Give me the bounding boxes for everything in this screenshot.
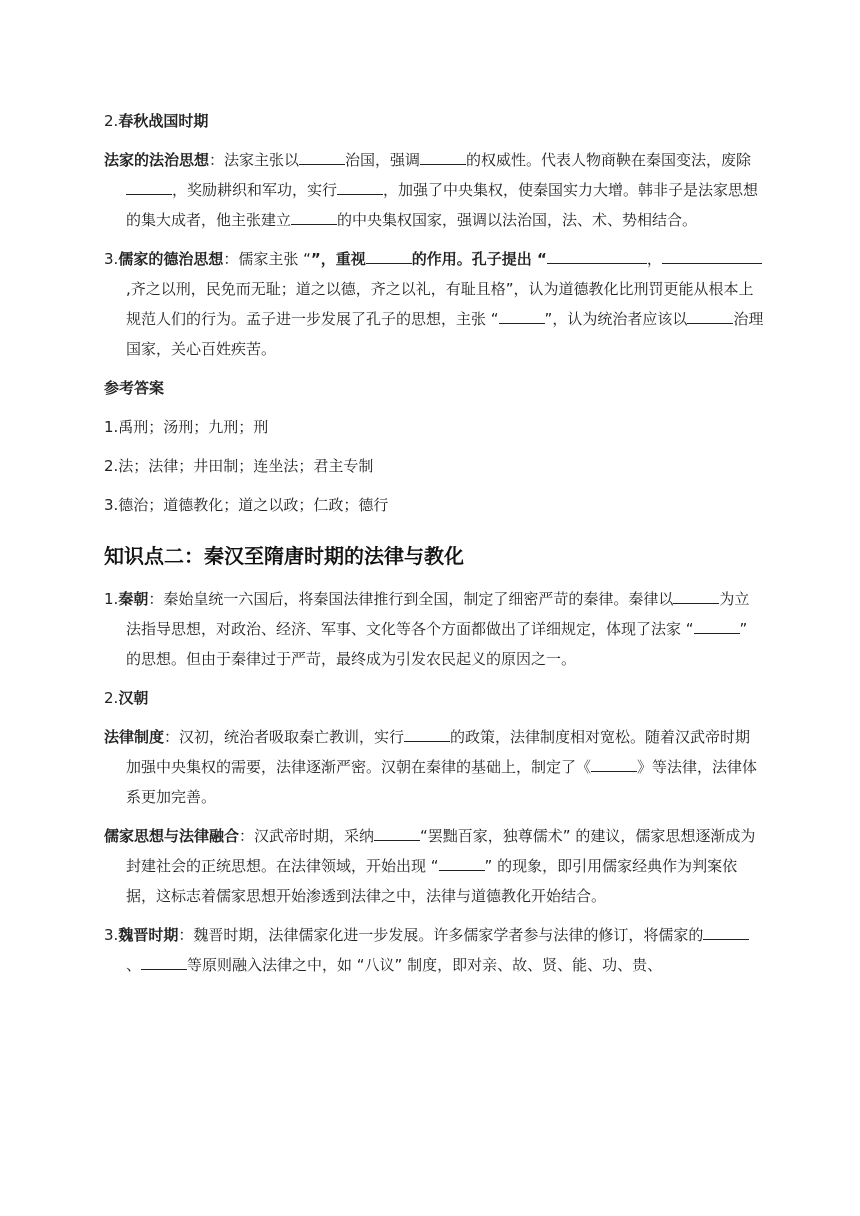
document-page <box>104 106 764 989</box>
blank-line <box>141 955 187 970</box>
blank-line <box>374 826 420 841</box>
text-run: 为立法指导思想，对政治、经济、军事、文化等各个方面都做出了详细规定，体现了法家 “ <box>126 590 750 638</box>
blank-line <box>703 925 749 940</box>
blank-line <box>404 727 450 742</box>
text-run: 的中央集权国家，强调以法治国，法、术、势相结合。 <box>337 211 698 229</box>
text-run: 、 <box>126 956 142 974</box>
subsection-title: 汉朝 <box>118 689 149 707</box>
blank-line <box>499 309 545 324</box>
item-number: 3. <box>104 926 119 944</box>
text-run: ” 的思想。但由于秦律过于严苛，最终成为引发农民起义的原因之一。 <box>126 620 748 668</box>
term-label: 儒家的德治思想 <box>118 250 224 268</box>
item-number: 1. <box>104 590 119 608</box>
item-number: 3. <box>104 250 119 268</box>
text-run: ：汉初，统治者吸取秦亡教训，实行 <box>164 728 405 746</box>
answer-line: 2.法；法律；井田制；连坐法；君主专制 <box>104 457 374 475</box>
paragraph-han-fusion <box>104 821 764 911</box>
text-run: ：秦始皇统一六国后，将秦国法律推行到全国，制定了细密严苛的秦律。秦律以 <box>148 590 674 608</box>
blank-line <box>662 249 762 264</box>
text-run: ”，认为统治者应该以 <box>544 310 688 328</box>
paragraph-legalist-thought <box>104 145 764 235</box>
subsection-title: 春秋战国时期 <box>118 112 209 130</box>
text-run: ：魏晋时期，法律儒家化进一步发展。许多儒家学者参与法律的修订，将儒家的 <box>178 926 704 944</box>
text-run: ，加强了中央集权，使秦国实力大增。韩非子是法家思想的集大成者，他主张建立 <box>126 181 759 229</box>
paragraph-han-law <box>104 722 764 812</box>
text-run: 治理国家，关心百姓疾苦。 <box>126 310 764 358</box>
term-label: 秦朝 <box>118 590 149 608</box>
section-heading: 知识点二：秦汉至隋唐时期的法律与教化 <box>104 544 464 568</box>
text-run: ：法家主张以 <box>209 151 300 169</box>
text-run: 的政策，法律制度相对宽松。随着汉武帝时期加强中央集权的需要，法律逐渐严密。汉朝在秦律的基础上，制定了《 <box>126 728 751 776</box>
paragraph-wei-jin <box>104 920 764 980</box>
text-run: “罢黜百家，独尊儒术” 的建议，儒家思想逐渐成为封建社会的正统思想。在法律领域，开始出现 “ <box>126 827 756 875</box>
item-number: 2. <box>104 689 119 707</box>
bold-run: ”，重视 <box>310 250 366 268</box>
paragraph-confucian-thought <box>104 244 764 364</box>
term-label: 儒家思想与法律融合 <box>104 827 240 845</box>
subsection-heading-spring-autumn <box>104 106 764 136</box>
blank-line <box>439 856 485 871</box>
text-run: ,齐之以刑，民免而无耻；道之以德，齐之以礼，有耻且格”，认为道德教化比刑罚更能从根本上规范人们的行为。孟子进一步发展了孔子的思想，主张 “ <box>126 280 754 328</box>
text-run: ：汉武帝时期，采纳 <box>239 827 375 845</box>
subsection-heading-han <box>104 683 764 713</box>
term-label: 法家的法治思想 <box>104 151 210 169</box>
answers-heading <box>104 373 764 403</box>
text-run: 治国，强调 <box>345 151 421 169</box>
paragraph-qin <box>104 584 764 674</box>
blank-line <box>126 180 172 195</box>
text-run: ：儒家主张 “ <box>223 250 311 268</box>
blank-line <box>687 309 733 324</box>
blank-line <box>291 210 337 225</box>
answer-line: 3.德治；道德教化；道之以政；仁政；德行 <box>104 496 389 514</box>
text-run: 的权威性。代表人物商鞅在秦国变法，废除 <box>466 151 752 169</box>
answer-line: 1.禹刑；汤刑；九刑；刑 <box>104 418 269 436</box>
item-number: 2. <box>104 112 119 130</box>
term-label: 魏晋时期 <box>118 926 179 944</box>
blank-line <box>591 757 637 772</box>
term-label: 法律制度 <box>104 728 165 746</box>
text-run: ” 的现象，即引用儒家经典作为判案依据，这标志着儒家思想开始渗透到法律之中，法律与道德教化开始结合。 <box>126 857 738 905</box>
blank-line <box>694 619 740 634</box>
text-run: 》等法律，法律体系更加完善。 <box>126 758 758 806</box>
blank-line <box>547 249 647 264</box>
blank-line <box>673 589 719 604</box>
text-run: ，奖励耕织和军功，实行 <box>172 181 338 199</box>
bold-run: 的作用。孔子提出 “ <box>411 250 547 268</box>
blank-line <box>299 150 345 165</box>
answers-heading-text: 参考答案 <box>104 379 165 397</box>
text-run: 等原则融入法律之中，如 “八议” 制度，即对亲、故、贤、能、功、贵、 <box>187 956 663 974</box>
blank-line <box>366 249 412 264</box>
blank-line <box>420 150 466 165</box>
blank-line <box>337 180 383 195</box>
text-run: ， <box>646 250 662 268</box>
